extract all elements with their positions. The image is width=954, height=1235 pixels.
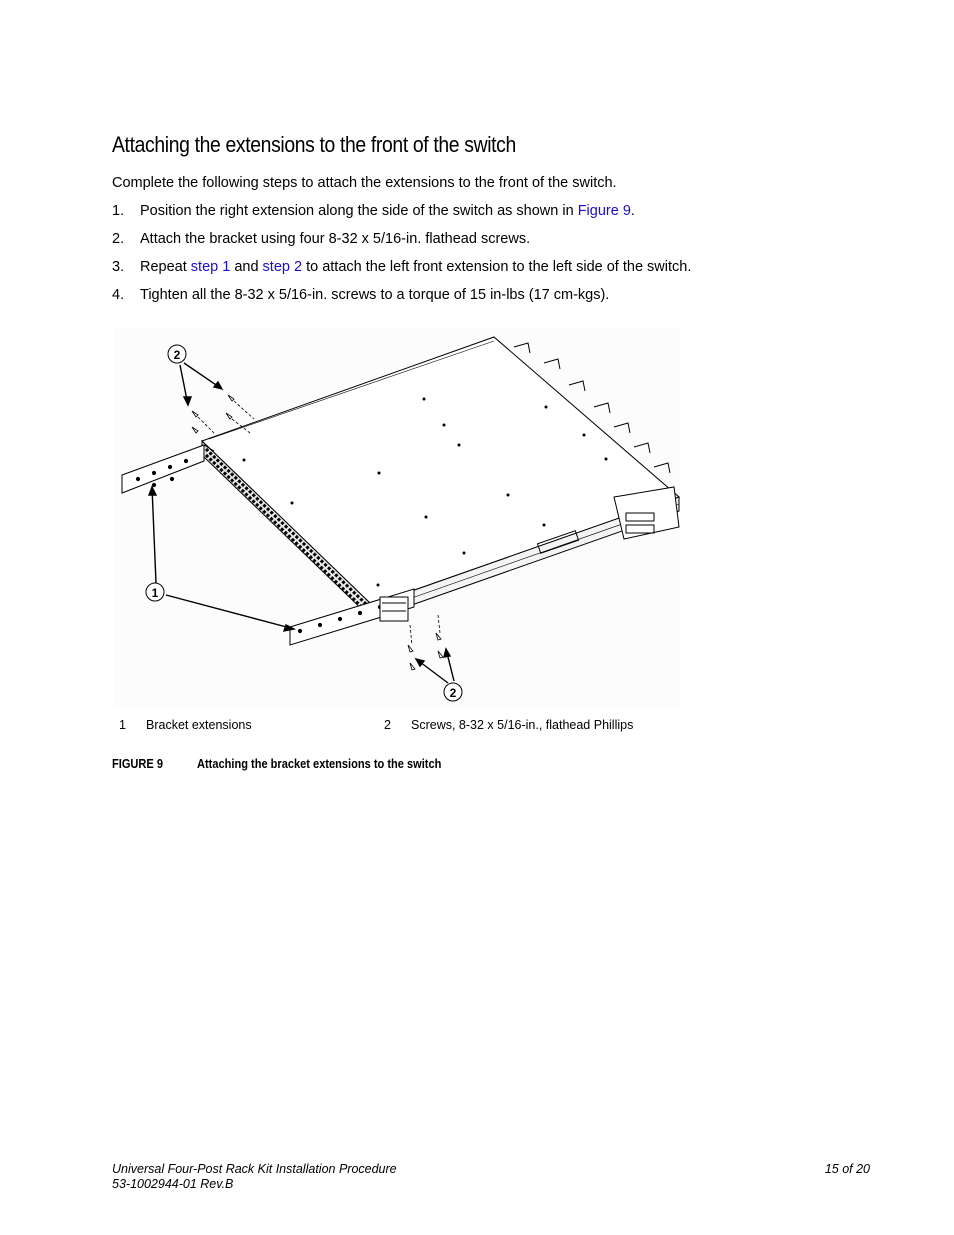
step-text-end: to attach the left front extension to the left side of the switch. — [302, 259, 692, 275]
intro-paragraph: Complete the following steps to attach the extensions to the front of the switch. — [112, 175, 617, 191]
legend-num-1: 1 — [119, 718, 126, 732]
step-2-link[interactable]: step 2 — [262, 259, 303, 275]
switch-bracket-diagram — [114, 327, 680, 707]
step-number: 1. — [112, 203, 125, 219]
step-text: Tighten all the 8-32 x 5/16-in. screws to a torque of 15 in-lbs (17 cm-kgs). — [140, 287, 610, 303]
step-number: 4. — [112, 287, 125, 303]
step-1 — [112, 203, 635, 219]
footer-doc-number: 53-1002944-01 Rev.B — [112, 1177, 234, 1191]
caption-text: Attaching the bracket extensions to the switch — [197, 756, 442, 771]
legend-text-1: Bracket extensions — [146, 718, 252, 732]
callout-top: 2 — [173, 348, 181, 362]
step-text: Attach the bracket using four 8-32 x 5/16-in. flathead screws. — [140, 231, 531, 247]
step-number: 3. — [112, 259, 125, 275]
legend-num-2: 2 — [384, 718, 391, 732]
figure-illustration — [114, 327, 680, 707]
section-title: Attaching the extensions to the front of the switch — [112, 132, 516, 157]
figure-9-link[interactable]: Figure 9 — [577, 203, 631, 219]
step-text-mid: and — [230, 259, 263, 275]
footer-page-number: 15 of 20 — [824, 1162, 870, 1176]
footer-doc-title: Universal Four-Post Rack Kit Installation Procedure — [112, 1162, 397, 1176]
callout-bottom: 2 — [449, 686, 457, 700]
step-text: Position the right extension along the side of the switch as shown in — [140, 203, 578, 219]
caption-label: FIGURE 9 — [112, 756, 163, 771]
step-3 — [112, 259, 691, 275]
legend-text-2: Screws, 8-32 x 5/16-in., flathead Phillips — [411, 718, 634, 732]
step-number: 2. — [112, 231, 125, 247]
step-1-link[interactable]: step 1 — [190, 259, 231, 275]
figure-caption — [112, 756, 441, 771]
step-4 — [112, 287, 609, 303]
callout-left: 1 — [151, 586, 159, 600]
step-2 — [112, 231, 530, 247]
step-text: Repeat — [140, 259, 191, 275]
step-text-end: . — [630, 203, 635, 219]
